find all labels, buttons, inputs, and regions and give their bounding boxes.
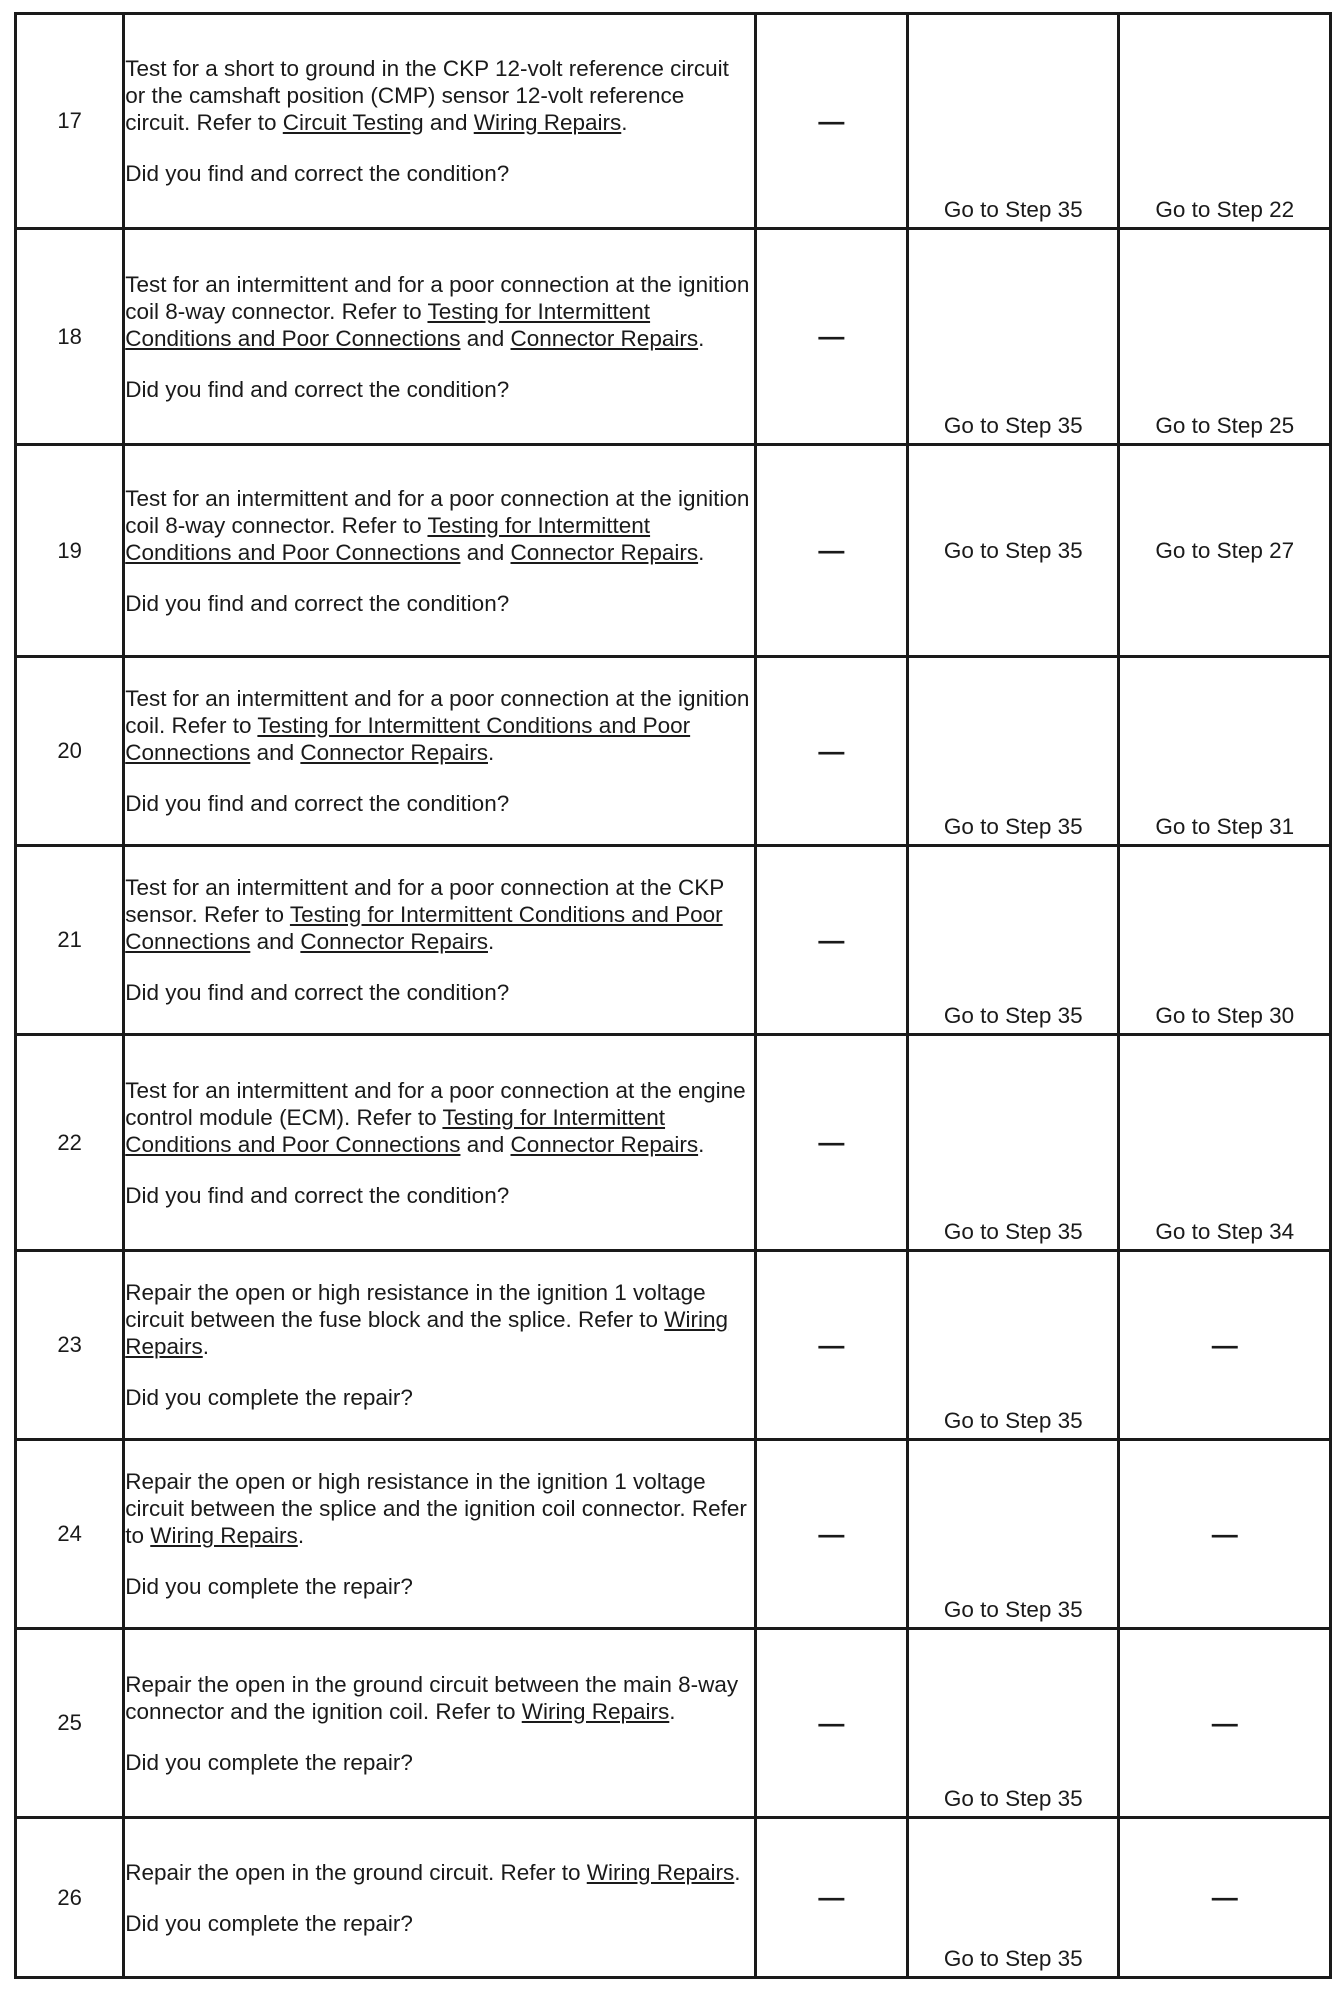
action-instruction [125, 874, 753, 955]
action-instruction [125, 1859, 753, 1886]
action-text: Test for an intermittent and for a poor connection at the ignition coil. Refer to [125, 686, 750, 738]
step-number: 19 [16, 445, 124, 657]
action-text: and [460, 325, 511, 351]
step-row [16, 846, 1331, 1035]
step-number: 23 [16, 1251, 124, 1440]
step-action [124, 229, 755, 445]
action-text: Test for an intermittent and for a poor connection at the ignition coil 8-way connector. Refer to [125, 485, 750, 538]
step-no-cell [1119, 1035, 1331, 1251]
step-value: — [755, 1629, 907, 1818]
step-row [16, 1035, 1331, 1251]
action-instruction [125, 1468, 753, 1549]
action-text: . [487, 929, 495, 954]
action-question: Did you find and correct the condition? [125, 161, 510, 186]
step-no-cell [1119, 1629, 1331, 1818]
action-instruction [125, 685, 753, 766]
action-text: . [202, 1334, 210, 1359]
action-question: Did you complete the repair? [125, 1385, 413, 1410]
action-text: and [460, 539, 511, 565]
reference-link[interactable]: Connector Repairs [510, 325, 699, 351]
step-yes-cell [908, 1440, 1119, 1629]
step-no-action[interactable]: Go to Step 25 [1155, 413, 1295, 438]
step-action [124, 445, 755, 657]
step-yes-action[interactable]: Go to Step 35 [943, 413, 1083, 438]
action-text: . [734, 1859, 741, 1885]
action-text: and [423, 110, 474, 135]
step-no-action[interactable]: Go to Step 34 [1155, 1219, 1295, 1244]
action-question: Did you find and correct the condition? [125, 590, 510, 616]
step-row [16, 445, 1331, 657]
step-value: — [755, 1440, 907, 1629]
action-text: Repair the open in the ground circuit between the main 8-way connector and the ignition coil. Refer to [125, 1671, 739, 1724]
step-yes-action[interactable]: Go to Step 35 [943, 1786, 1083, 1811]
reference-link[interactable]: Circuit Testing [282, 110, 424, 135]
step-row [16, 657, 1331, 846]
step-value: — [755, 14, 907, 229]
step-action [124, 657, 755, 846]
step-number: 18 [16, 229, 124, 445]
step-action [124, 846, 755, 1035]
action-instruction [125, 55, 753, 136]
action-question: Did you complete the repair? [125, 1749, 413, 1775]
step-number: 24 [16, 1440, 124, 1629]
diagnostic-steps-page [14, 12, 1332, 1988]
step-no-cell [1119, 1818, 1331, 1978]
step-no-action[interactable]: Go to Step 27 [1155, 537, 1295, 563]
step-yes-action[interactable]: Go to Step 35 [943, 1946, 1083, 1971]
step-number: 22 [16, 1035, 124, 1251]
step-no-action[interactable]: Go to Step 22 [1155, 197, 1295, 222]
step-no-na: — [1211, 1518, 1238, 1549]
step-no-na: — [1211, 1329, 1238, 1360]
action-instruction [125, 271, 753, 352]
action-text: and [250, 929, 301, 954]
step-yes-cell [908, 657, 1119, 846]
step-row [16, 1629, 1331, 1818]
reference-link[interactable]: Wiring Repairs [586, 1859, 735, 1885]
action-text: . [669, 1698, 676, 1724]
step-value: — [755, 229, 907, 445]
step-row [16, 1818, 1331, 1978]
step-yes-action[interactable]: Go to Step 35 [943, 814, 1083, 839]
step-number: 25 [16, 1629, 124, 1818]
action-text: and [250, 740, 301, 765]
step-yes-action[interactable]: Go to Step 35 [943, 1219, 1083, 1244]
diagnostic-steps-table [14, 12, 1332, 1979]
action-text: Test for an intermittent and for a poor connection at the CKP sensor. Refer to [125, 875, 724, 927]
step-value: — [755, 1251, 907, 1440]
action-question: Did you complete the repair? [125, 1910, 413, 1936]
step-yes-action[interactable]: Go to Step 35 [943, 197, 1083, 222]
step-number: 26 [16, 1818, 124, 1978]
step-row [16, 1440, 1331, 1629]
action-question: Did you find and correct the condition? [125, 791, 510, 816]
step-no-action[interactable]: Go to Step 31 [1155, 814, 1295, 839]
step-action [124, 1629, 755, 1818]
reference-link[interactable]: Testing for Intermittent Conditions and Poor Connections [125, 902, 723, 954]
step-action [124, 1440, 755, 1629]
step-no-cell [1119, 445, 1331, 657]
action-instruction [125, 1077, 753, 1158]
action-text: . [698, 539, 705, 565]
step-value: — [755, 1035, 907, 1251]
action-instruction [125, 485, 753, 566]
step-action [124, 1251, 755, 1440]
step-yes-cell [908, 1629, 1119, 1818]
step-no-cell [1119, 1440, 1331, 1629]
action-instruction [125, 1279, 753, 1360]
step-yes-cell [908, 445, 1119, 657]
action-instruction [125, 1671, 753, 1725]
reference-link[interactable]: Connector Repairs [300, 929, 488, 954]
step-yes-cell [908, 1035, 1119, 1251]
reference-link[interactable]: Connector Repairs [300, 740, 488, 765]
action-text: . [487, 740, 495, 765]
action-question: Did you complete the repair? [125, 1574, 413, 1599]
step-row [16, 14, 1331, 229]
step-value: — [755, 1818, 907, 1978]
step-no-na: — [1211, 1882, 1238, 1912]
step-yes-cell [908, 1251, 1119, 1440]
action-text: . [698, 325, 705, 351]
step-action [124, 1818, 755, 1978]
step-yes-cell [908, 229, 1119, 445]
reference-link[interactable]: Wiring Repairs [473, 110, 622, 135]
reference-link[interactable]: Testing for Intermittent Conditions and Poor Connections [125, 512, 651, 565]
action-text: . [297, 1523, 305, 1548]
step-yes-cell [908, 1818, 1119, 1978]
action-text: Repair the open or high resistance in the ignition 1 voltage circuit between the splice and the ignition coil connector. Refer to [125, 1469, 747, 1548]
reference-link[interactable]: Connector Repairs [510, 1131, 699, 1157]
action-text: and [460, 1131, 511, 1157]
step-yes-cell [908, 846, 1119, 1035]
step-number: 21 [16, 846, 124, 1035]
reference-link[interactable]: Testing for Intermittent Conditions and Poor Connections [125, 713, 691, 765]
step-no-cell [1119, 1251, 1331, 1440]
step-row [16, 229, 1331, 445]
action-text: Test for an intermittent and for a poor connection at the engine control module (ECM). Refer to [125, 1077, 746, 1130]
step-action [124, 1035, 755, 1251]
action-question: Did you find and correct the condition? [125, 1182, 510, 1208]
step-no-cell [1119, 229, 1331, 445]
action-text: Repair the open in the ground circuit. Refer to [125, 1859, 587, 1885]
action-text: Test for a short to ground in the CKP 12-volt reference circuit or the camshaft position (CMP) sensor 12-volt reference circuit. Refer to [125, 56, 729, 135]
step-yes-action[interactable]: Go to Step 35 [943, 1003, 1083, 1028]
action-text: . [698, 1131, 705, 1157]
step-no-action[interactable]: Go to Step 30 [1155, 1003, 1295, 1028]
step-value: — [755, 657, 907, 846]
action-text: Test for an intermittent and for a poor connection at the ignition coil 8-way connector. Refer to [125, 271, 750, 324]
step-value: — [755, 846, 907, 1035]
step-action [124, 14, 755, 229]
reference-link[interactable]: Wiring Repairs [125, 1307, 729, 1359]
step-no-cell [1119, 14, 1331, 229]
reference-link[interactable]: Wiring Repairs [150, 1523, 298, 1548]
step-no-na: — [1211, 1707, 1238, 1738]
step-value: — [755, 445, 907, 657]
step-yes-action[interactable]: Go to Step 35 [943, 1597, 1083, 1622]
action-question: Did you find and correct the condition? [125, 376, 510, 402]
action-text: . [621, 110, 628, 135]
step-yes-cell [908, 14, 1119, 229]
step-row [16, 1251, 1331, 1440]
step-number: 17 [16, 14, 124, 229]
step-yes-action[interactable]: Go to Step 35 [943, 537, 1083, 563]
action-text: Repair the open or high resistance in the ignition 1 voltage circuit between the fuse block and the splice. Refer to [125, 1280, 706, 1332]
step-no-cell [1119, 657, 1331, 846]
reference-link[interactable]: Testing for Intermittent Conditions and Poor Connections [125, 1104, 666, 1157]
reference-link[interactable]: Wiring Repairs [521, 1698, 670, 1724]
action-question: Did you find and correct the condition? [125, 980, 510, 1005]
step-number: 20 [16, 657, 124, 846]
reference-link[interactable]: Connector Repairs [510, 539, 699, 565]
step-yes-action[interactable]: Go to Step 35 [943, 1408, 1083, 1433]
step-no-cell [1119, 846, 1331, 1035]
reference-link[interactable]: Testing for Intermittent Conditions and Poor Connections [125, 298, 651, 351]
